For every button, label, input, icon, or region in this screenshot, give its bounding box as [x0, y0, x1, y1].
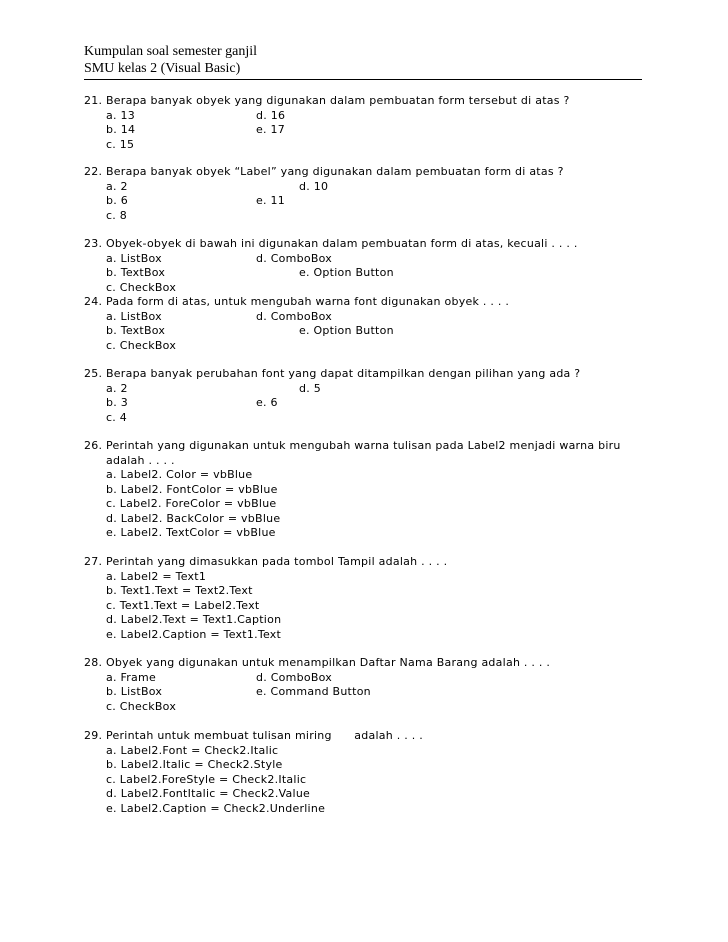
option-b: b. TextBox	[106, 324, 166, 337]
question-text: 23. Obyek-obyek di bawah ini digunakan dalam pembuatan form di atas, kecuali . . . .	[84, 237, 578, 250]
header-rule	[84, 79, 642, 80]
option-d: d. Label2.FontItalic = Check2.Value	[106, 787, 311, 800]
option-e: e. 6	[256, 396, 278, 409]
question-24	[84, 295, 509, 353]
question-text: 29. Perintah untuk membuat tulisan miring adalah . . . .	[84, 729, 423, 742]
question-22	[84, 165, 564, 223]
option-a: a. Label2 = Text1	[106, 569, 207, 583]
option-e: e. 11	[256, 194, 286, 207]
question-text-continued: adalah . . . .	[106, 453, 175, 467]
option-d: d. ComboBox	[256, 251, 333, 265]
option-b: b. 3	[106, 396, 128, 409]
option-d: d. 16	[256, 108, 286, 122]
option-e: e. Option Button	[299, 266, 394, 279]
option-a: a. 2	[106, 381, 128, 395]
option-b: b. 6	[106, 194, 128, 207]
option-d: d. 5	[299, 381, 321, 395]
option-b: b. TextBox	[106, 266, 166, 279]
option-d: d. ComboBox	[256, 670, 333, 684]
question-29	[84, 729, 423, 816]
question-text: 24. Pada form di atas, untuk mengubah warna font digunakan obyek . . . .	[84, 295, 510, 308]
option-e: e. Command Button	[256, 685, 371, 698]
option-c: c. 8	[106, 208, 128, 222]
option-e: e. 17	[256, 123, 286, 136]
option-b: b. Label2.Italic = Check2.Style	[106, 758, 283, 771]
header-title: Kumpulan soal semester ganjil	[84, 44, 258, 59]
question-25	[84, 367, 580, 425]
option-b: b. Label2. FontColor = vbBlue	[106, 482, 278, 496]
option-e: e. Label2. TextColor = vbBlue	[106, 526, 276, 539]
question-28	[84, 656, 550, 714]
option-c: c. CheckBox	[106, 338, 177, 352]
question-text: 22. Berapa banyak obyek “Label” yang digunakan dalam pembuatan form di atas ?	[84, 165, 564, 178]
page-header	[84, 43, 642, 77]
option-b: b. 14	[106, 123, 136, 136]
option-d: d. ComboBox	[256, 309, 333, 323]
option-a: a. Label2. Color = vbBlue	[106, 468, 253, 481]
option-c: c. 15	[106, 137, 135, 151]
option-e: e. Label2.Caption = Text1.Text	[106, 627, 282, 641]
option-e: e. Option Button	[299, 324, 394, 337]
question-21	[84, 94, 570, 152]
option-c: c. Text1.Text = Label2.Text	[106, 598, 260, 612]
option-c: c. Label2.ForeStyle = Check2.Italic	[106, 772, 307, 786]
option-c: c. 4	[106, 410, 128, 424]
question-23	[84, 237, 578, 295]
question-text: 28. Obyek yang digunakan untuk menampilkan Daftar Nama Barang adalah . . . .	[84, 656, 551, 669]
question-27	[84, 555, 447, 642]
option-a: a. Frame	[106, 670, 157, 684]
option-a: a. ListBox	[106, 309, 162, 323]
option-c: c. Label2. ForeColor = vbBlue	[106, 497, 277, 510]
option-e: e. Label2.Caption = Check2.Underline	[106, 801, 326, 815]
option-b: b. ListBox	[106, 685, 163, 698]
question-text: 21. Berapa banyak obyek yang digunakan dalam pembuatan form tersebut di atas ?	[84, 94, 570, 107]
question-26	[84, 439, 621, 541]
option-d: d. 10	[299, 179, 329, 193]
option-a: a. ListBox	[106, 251, 162, 265]
option-d: d. Label2. BackColor = vbBlue	[106, 511, 281, 525]
option-a: a. 2	[106, 179, 128, 193]
question-text: 27. Perintah yang dimasukkan pada tombol Tampil adalah . . . .	[84, 555, 448, 568]
option-d: d. Label2.Text = Text1.Caption	[106, 613, 282, 626]
option-c: c. CheckBox	[106, 280, 177, 294]
question-text: 25. Berapa banyak perubahan font yang dapat ditampilkan dengan pilihan yang ada ?	[84, 367, 581, 380]
option-b: b. Text1.Text = Text2.Text	[106, 584, 253, 597]
header-subtitle: SMU kelas 2 (Visual Basic)	[84, 61, 241, 76]
option-a: a. 13	[106, 108, 135, 122]
option-c: c. CheckBox	[106, 699, 177, 713]
option-a: a. Label2.Font = Check2.Italic	[106, 743, 279, 757]
question-text: 26. Perintah yang digunakan untuk mengubah warna tulisan pada Label2 menjadi warna biru	[84, 439, 621, 452]
